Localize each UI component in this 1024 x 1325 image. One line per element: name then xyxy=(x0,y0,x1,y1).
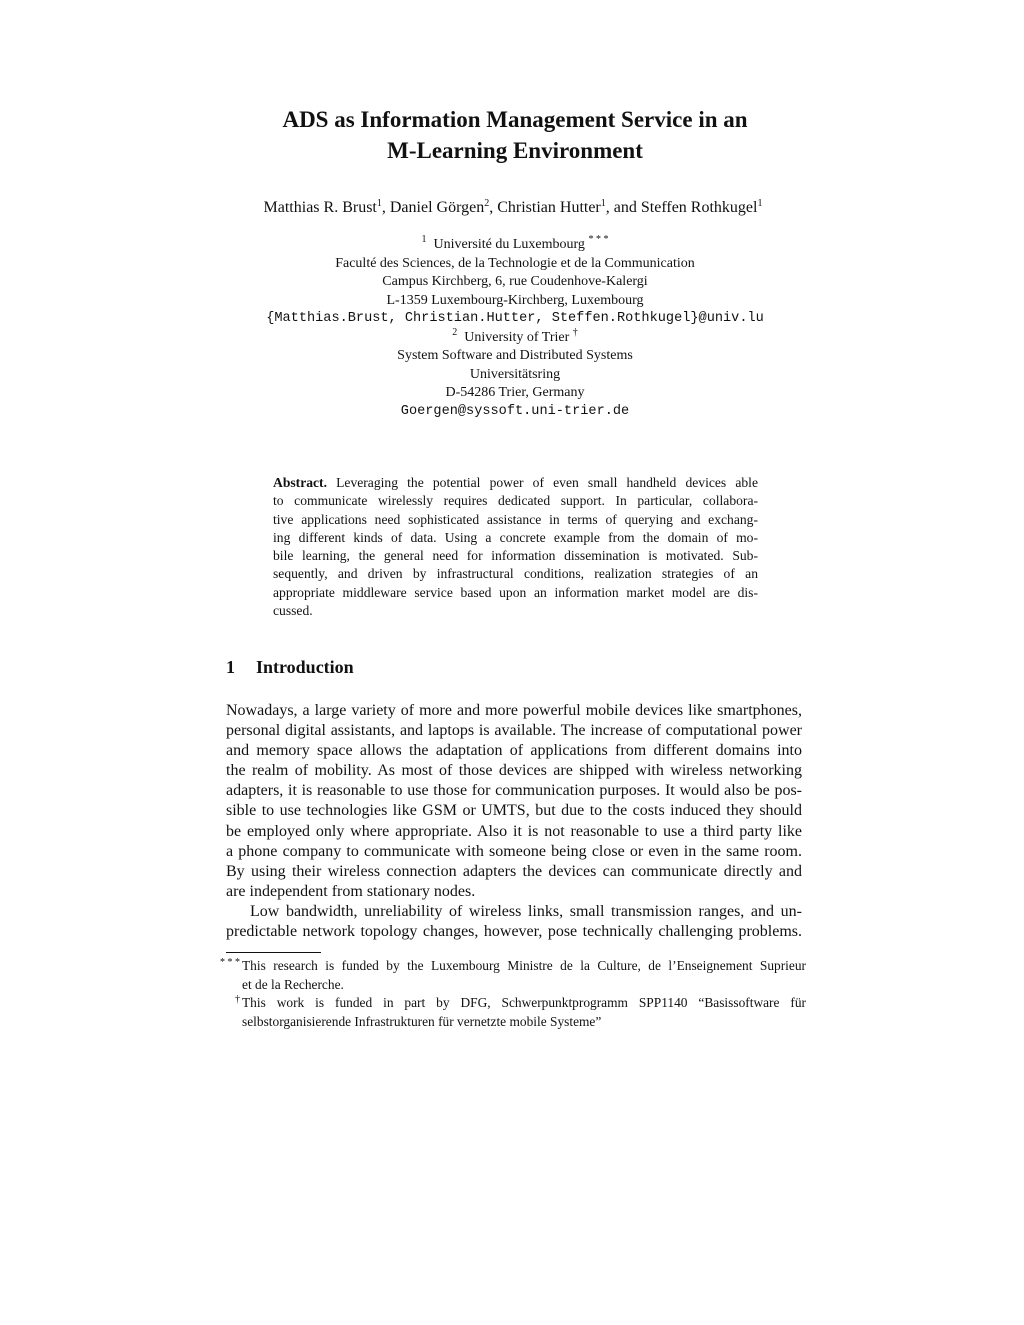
paragraph-line: and memory space allows the adaptation of applications from different domains into xyxy=(226,742,802,760)
abstract-line: ing different kinds of data. Using a concrete example from the domain of mo- xyxy=(273,529,758,545)
abstract-line: Abstract. Leveraging the potential power of even small handheld devices able xyxy=(273,475,758,490)
affiliation-1-name xyxy=(0,236,1024,255)
affiliation-line: D-54286 Trier, Germany xyxy=(445,385,585,400)
paragraph-line: the realm of mobility. As most of those devices are shipped with wireless networking xyxy=(226,762,802,780)
affiliation-line: Faculté des Sciences, de la Technologie et de la Communication xyxy=(335,255,695,271)
paragraph-line: sible to use technologies like GSM or UMTS, but due to the costs induced they should xyxy=(226,802,802,820)
paragraph-line: personal digital assistants, and laptops is available. The increase of computational power xyxy=(226,722,802,740)
footnote-line: This work is funded in part by DFG, Schwerpunktprogramm SPP1140 “Basissoftware für xyxy=(242,995,806,1010)
abstract-line: sequently, and driven by infrastructural conditions, realization strategies of an xyxy=(273,566,758,582)
abstract-label: Abstract. xyxy=(273,475,327,490)
author-list xyxy=(0,199,1024,217)
email: {Matthias.Brust, Christian.Hutter, Steffen.Rothkugel}@univ.lu xyxy=(266,311,764,326)
affiliation-mark: 1 xyxy=(421,234,427,245)
title-line: ADS as Information Management Service in an xyxy=(282,107,748,132)
affiliation-2-name xyxy=(0,326,1024,348)
body-text xyxy=(226,701,802,942)
paragraph-line: Nowadays, a large variety of more and more powerful mobile devices like smartphones, xyxy=(226,702,802,719)
separator: , and xyxy=(605,199,641,216)
affiliation-mark: 1 xyxy=(757,198,763,209)
separator: , xyxy=(489,199,498,216)
abstract-line: to communicate wirelessly requires dedicated support. In particular, collabora- xyxy=(273,493,758,509)
footnote-mark: † xyxy=(235,994,240,1005)
footnote-rule xyxy=(226,952,321,953)
paragraph-line: Low bandwidth, unreliability of wireless links, small transmission ranges, and un- xyxy=(250,902,802,920)
university-name: University of Trier xyxy=(464,329,570,345)
footnote xyxy=(235,994,806,1031)
footnote-mark: * * * xyxy=(588,234,609,245)
affiliation-line: Universitätsring xyxy=(469,366,561,382)
affiliations xyxy=(0,236,1024,421)
title-line: M-Learning Environment xyxy=(387,138,643,163)
paragraph-line: By using their wireless connection adapters the devices can communicate directly and xyxy=(226,862,802,880)
abstract-line: appropriate middleware service based upon an information market model are dis- xyxy=(273,584,758,600)
paragraph-line: predictable network topology changes, however, pose technically challenging problems. xyxy=(226,923,802,941)
email: Goergen@syssoft.uni-trier.de xyxy=(400,403,630,419)
footnote xyxy=(220,957,806,994)
abstract-line: bile learning, the general need for information dissemination is motivated. Sub- xyxy=(273,548,758,564)
paragraph-line: adapters, it is reasonable to use those for communication purposes. It would also be pos- xyxy=(226,782,802,800)
paper-title xyxy=(0,104,1024,166)
paragraph-line: be employed only where appropriate. Also it is not reasonable to use a third party like xyxy=(226,822,802,840)
author: Matthias R. Brust xyxy=(263,199,377,216)
footnote-mark: * * * xyxy=(220,957,240,968)
author: Steffen Rothkugel xyxy=(640,199,758,216)
author: Christian Hutter xyxy=(497,199,601,216)
footnote-line: selbstorganisierende Infrastrukturen für vernetzte mobile Systeme” xyxy=(242,1013,602,1029)
author: Daniel Görgen xyxy=(389,199,485,216)
footnote-mark: † xyxy=(572,326,578,338)
footnote-line: This research is funded by the Luxembourg Ministre de la Culture, de l’Enseignement Suprieur xyxy=(242,958,806,973)
affiliation-mark: 1 xyxy=(600,198,606,209)
separator: , xyxy=(381,199,390,216)
affiliation-line: L-1359 Luxembourg-Kirchberg, Luxembourg xyxy=(386,292,644,308)
affiliation-mark: 2 xyxy=(484,198,490,209)
paragraph-line: are independent from stationary nodes. xyxy=(226,882,476,900)
paragraph-line: a phone company to communicate with someone being close or even in the same room. xyxy=(226,842,802,860)
university-name: Université du Luxembourg xyxy=(433,237,585,252)
section-heading xyxy=(226,657,354,678)
affiliation-mark: 1 xyxy=(376,198,382,209)
section-number: 1 xyxy=(226,657,235,677)
section-title: Introduction xyxy=(256,657,354,677)
affiliation-mark: 2 xyxy=(452,326,458,338)
abstract xyxy=(273,474,758,620)
abstract-line: tive applications need sophisticated assistance in terms of querying and exchang- xyxy=(273,511,758,527)
abstract-line: cussed. xyxy=(273,603,313,619)
footnote-line: et de la Recherche. xyxy=(242,976,344,992)
affiliation-line: System Software and Distributed Systems xyxy=(397,348,633,363)
affiliation-line: Campus Kirchberg, 6, rue Coudenhove-Kalergi xyxy=(382,274,648,289)
